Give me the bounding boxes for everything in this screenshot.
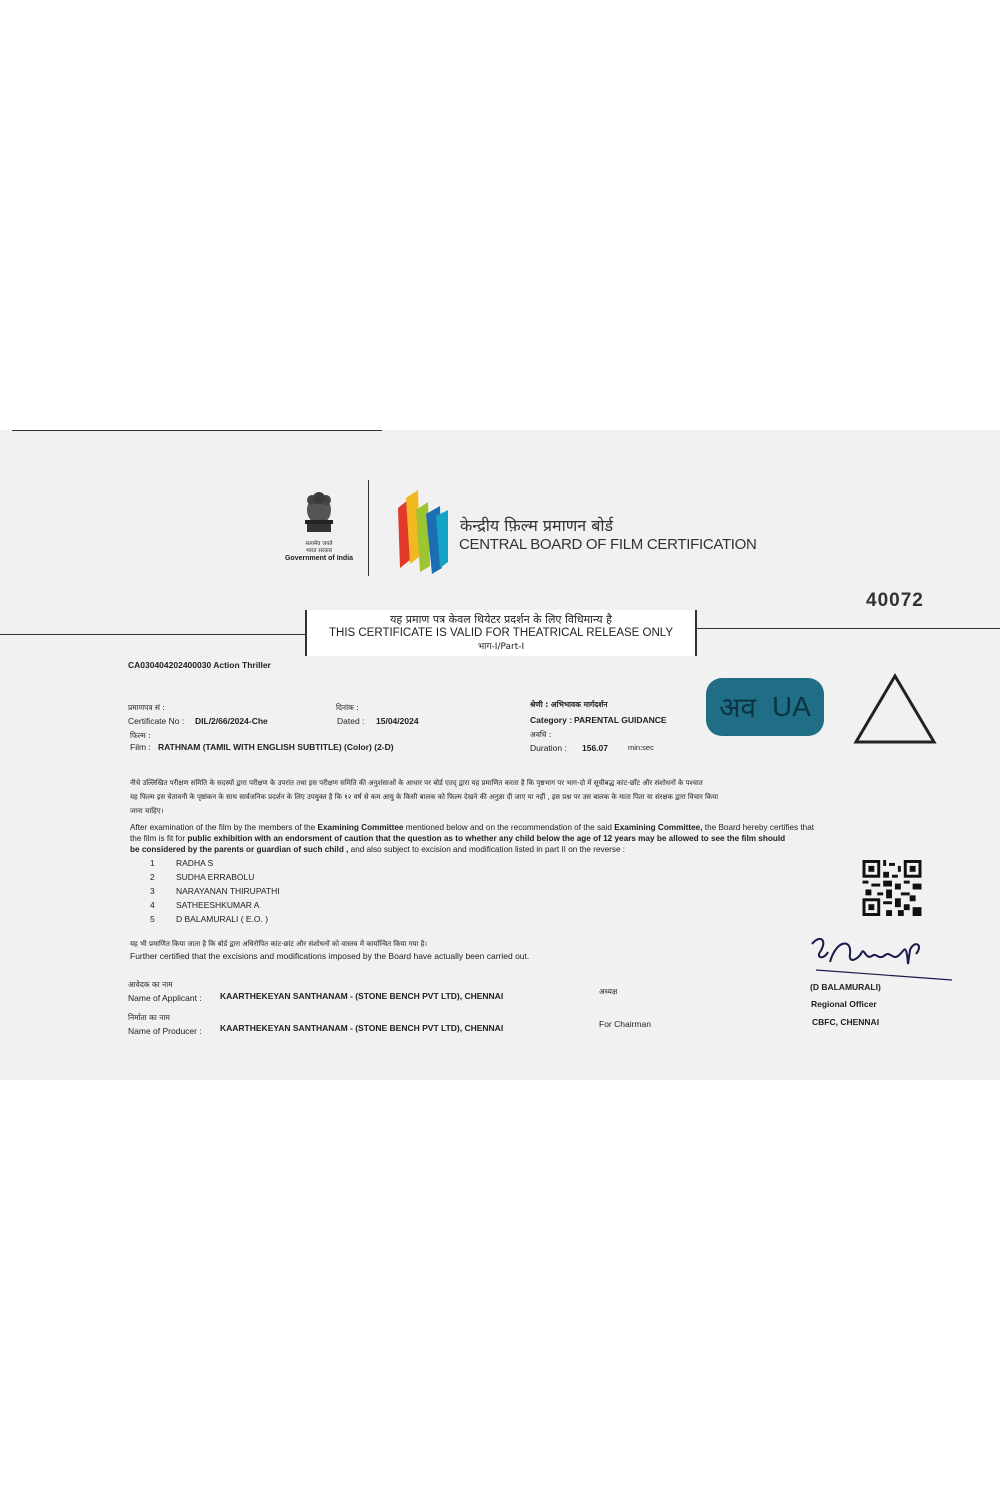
certificate-document [0, 430, 1000, 1080]
eng-text-5: the Board hereby certifies that [702, 823, 815, 832]
eng-text-3: mentioned below and on the recommendation of the said [403, 823, 615, 832]
eng-text-4: Examining Committee, [614, 823, 703, 832]
national-emblem-icon [299, 490, 339, 536]
triangle-icon [852, 672, 938, 746]
duration-label: Duration : [530, 743, 567, 753]
dated-hindi: दिनांक : [336, 703, 359, 712]
emblem-caption: Government of India [284, 555, 354, 562]
eng-text-7: public exhibition with an endorsment of caution that the question as to whether any child below the age of 12 years may be allowed to see the film should [187, 834, 786, 843]
board-name-hindi: केन्द्रीय फ़िल्म प्रमाणन बोर्ड [460, 516, 614, 535]
english-certification-text [130, 822, 920, 855]
signatory-name: (D BALAMURALI) [810, 982, 881, 992]
chairman-english: For Chairman [599, 1019, 651, 1029]
film-label: Film : [130, 742, 151, 752]
qr-code-icon [862, 860, 922, 916]
certificate-no-label: Certificate No : [128, 716, 185, 726]
film-value: RATHNAM (TAMIL WITH ENGLISH SUBTITLE) (Color) (2-D) [158, 742, 394, 752]
validity-part: भाग-I/Part-I [477, 642, 525, 652]
reference-code: CA030404202400030 Action Thriller [128, 660, 271, 670]
duration-unit: min:sec [628, 743, 654, 752]
banner-rule-left [0, 634, 305, 635]
emblem-block [282, 490, 356, 562]
eng-text-6: the film is fit for [130, 834, 188, 843]
signature-icon [806, 930, 956, 986]
emblem-govt-hindi: भारत सरकार [305, 548, 333, 554]
rating-badge [706, 678, 824, 736]
eng-text-8: be considered by the parents or guardian of such child , [130, 845, 349, 854]
validity-banner [305, 610, 697, 656]
producer-value: KAARTHEKEYAN SANTHANAM - (STONE BENCH PVT LTD), CHENNAI [220, 1023, 504, 1033]
signatory-title: Regional Officer [811, 999, 877, 1009]
list-item: 5 D BALAMURALI ( E.O. ) [150, 914, 269, 924]
rating-hindi: अव [719, 691, 757, 724]
validity-hindi: यह प्रमाण पत्र केवल थियेटर प्रदर्शन के लिए विधिमान्य है [390, 613, 612, 626]
committee-list [150, 856, 280, 926]
further-english: Further certified that the excisions and modifications imposed by the Board have actually been carried out. [130, 951, 530, 961]
producer-label: Name of Producer : [128, 1026, 202, 1036]
hindi-certification-text [130, 776, 920, 818]
further-hindi: यह भी प्रमाणित किया जाता है कि बोर्ड द्वारा अधिरोपित कांट-छांट और संशोधनों को वास्तव में कार्यान्वित किया गया है। [130, 940, 428, 948]
duration-value: 156.07 [582, 743, 608, 753]
hindi-para-1: नीचे उल्लिखित परीक्षण समिति के सदस्यों द्वारा परीक्षण के उपरांत तथा इस परीक्षण समिति की अनुशंसाओं के आधार पर बोर्ड एतद् द्वारा यह प्रमाणित करता है कि पृष्ठभाग पर भाग-दो में सूचीबद्ध कांट-छाँट और संशोधनों के पश्चात [130, 779, 703, 787]
chairman-hindi: अध्यक्ष [599, 987, 618, 996]
hindi-para-3: जाना चाहिए। [130, 807, 164, 815]
hindi-para-2: यह फिल्म इस चेतावनी के पृष्ठांकन के साथ सार्वजनिक प्रदर्शन के लिए उपयुक्त है कि १२ वर्ष से कम आयु के किसी बालक को फिल्म देखने की अनुज्ञा दी जाए या नहीं , इस प्रश्न पर उस बालक के माता पिता या संरक्षक द्वारा विचार किया [130, 793, 719, 801]
applicant-label-hindi: आवेदक का नाम [128, 980, 173, 989]
list-item: 4 SATHEESHKUMAR A [150, 900, 260, 910]
applicant-value: KAARTHEKEYAN SANTHANAM - (STONE BENCH PVT LTD), CHENNAI [220, 991, 504, 1001]
list-item: 2 SUDHA ERRABOLU [150, 872, 255, 882]
certificate-no-hindi: प्रमाणपत्र सं : [128, 703, 165, 712]
eng-text-9: and also subject to excision and modification listed in part II on the reverse : [348, 845, 626, 854]
top-divider [12, 430, 382, 431]
dated-label: Dated : [337, 716, 365, 726]
emblem-motto: सत्यमेव जयते [305, 541, 333, 547]
applicant-label: Name of Applicant : [128, 993, 202, 1003]
certificate-no-value: DIL/2/66/2024-Che [195, 716, 268, 726]
duration-hindi: अवधि : [530, 730, 552, 739]
validity-english: THIS CERTIFICATE IS VALID FOR THEATRICAL RELEASE ONLY [328, 627, 673, 639]
banner-rule-right [693, 628, 1000, 629]
dated-value: 15/04/2024 [376, 716, 419, 726]
film-hindi: फिल्म : [130, 731, 151, 740]
eng-text-2: Examining Committee [317, 823, 404, 832]
logo-divider [368, 480, 369, 576]
category-value: PARENTAL GUIDANCE [574, 715, 667, 725]
category-label: Category : [530, 715, 573, 725]
list-item: 3 NARAYANAN THIRUPATHI [150, 886, 280, 896]
certificate-serial-number: 40072 [866, 590, 924, 611]
eng-text-1: After examination of the film by the members of the [130, 823, 318, 832]
rating-english: UA [772, 691, 811, 722]
list-item: 1 RADHA S [150, 858, 214, 868]
producer-label-hindi: निर्माता का नाम [128, 1013, 170, 1022]
cbfc-logo-icon [392, 486, 452, 576]
signatory-office: CBFC, CHENNAI [812, 1017, 880, 1027]
board-name-english: CENTRAL BOARD OF FILM CERTIFICATION [459, 536, 757, 553]
category-hindi: श्रेणी : अभिभावक मार्गदर्शन [530, 700, 608, 709]
